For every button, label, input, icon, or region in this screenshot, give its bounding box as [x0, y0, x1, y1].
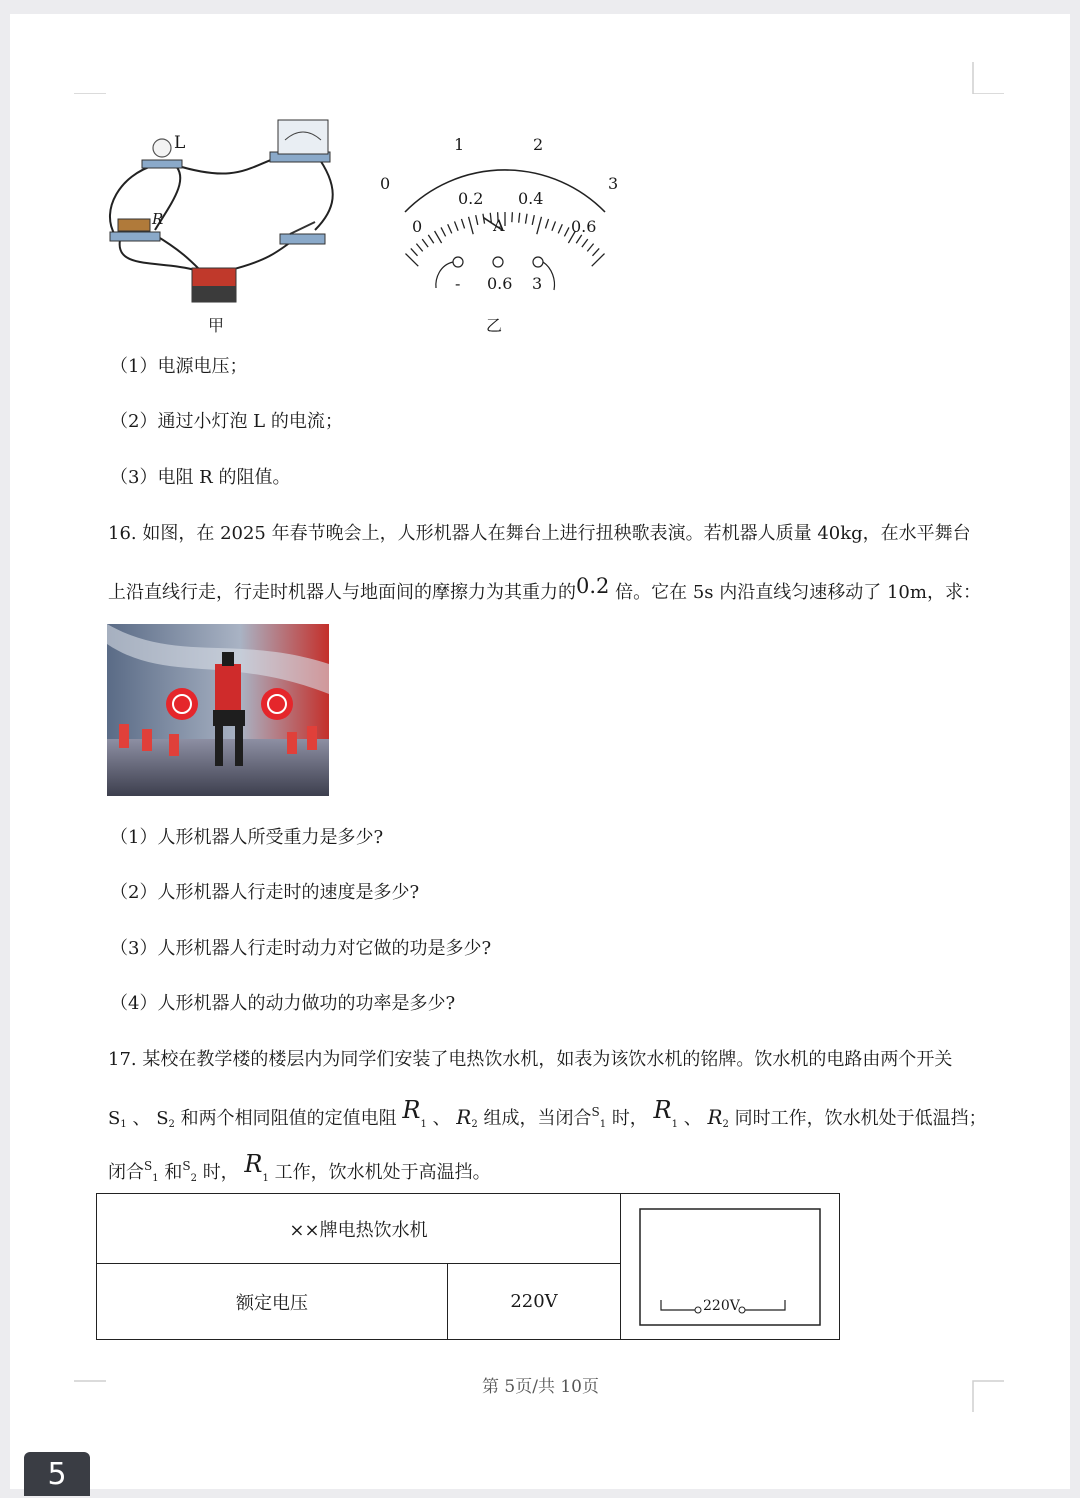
lower-scale-0-6: 0.6	[571, 217, 597, 236]
crop-mark-bottom-left	[74, 1380, 106, 1412]
terminal-label-3: 3	[532, 274, 543, 293]
dial-tick	[435, 231, 442, 243]
q16-stem-line2: 上沿直线行走，行走时机器人与地面间的摩擦力为其重力的0.2 倍。它在 5s 内沿直线匀速移动了 10m，求：	[108, 574, 981, 603]
dial-tick	[422, 239, 428, 247]
dial-tick	[454, 221, 458, 230]
page-footer: 第 5页/共 10页	[482, 1377, 599, 1397]
lower-scale-0-4: 0.4	[518, 189, 544, 208]
lamp-base	[142, 160, 182, 168]
dial-tick	[592, 248, 599, 255]
nameplate-title: ××牌电热饮水机	[97, 1194, 621, 1264]
switch-icon	[290, 222, 315, 234]
dial-tick	[519, 213, 520, 223]
circuit-cell	[621, 1194, 840, 1340]
dial-tick	[564, 227, 569, 236]
bulb-icon	[153, 139, 171, 157]
lower-scale-0: 0	[412, 217, 423, 236]
resistor-label: R	[152, 210, 164, 228]
dial-tick	[416, 244, 422, 252]
q16-item-2: （2）人形机器人行走时的速度是多少?	[110, 882, 420, 903]
q15-item-1: （1）电源电压；	[110, 356, 248, 377]
terminal-label-0-6: 0.6	[487, 274, 513, 293]
dial-tick	[441, 227, 446, 236]
upper-scale-2: 2	[533, 135, 544, 154]
dial-tick	[582, 239, 588, 247]
q16-item-4: （4）人形机器人的动力做功的功率是多少?	[110, 993, 456, 1014]
terminal-negative	[453, 257, 463, 267]
q16-item-1: （1）人形机器人所受重力是多少?	[110, 827, 384, 848]
figure-caption-yi: 乙	[486, 316, 503, 335]
crop-mark-top-left	[74, 62, 106, 94]
nameplate-table	[96, 1193, 840, 1340]
crop-mark-top-right	[972, 62, 1004, 94]
dial-tick	[532, 215, 534, 225]
dial-tick	[587, 244, 593, 252]
upper-scale-0: 0	[380, 174, 391, 193]
rated-voltage-label: 额定电压	[97, 1264, 448, 1340]
page-number-badge[interactable]: 5	[24, 1452, 90, 1496]
circuit-voltage-label: 220V	[703, 1298, 740, 1314]
terminal-label-negative: -	[455, 274, 461, 293]
dial-tick	[545, 219, 548, 229]
dial-tick	[476, 215, 478, 225]
resistor-icon	[118, 219, 150, 231]
dial-tick	[469, 217, 474, 234]
crop-mark-bottom-right	[972, 1380, 1004, 1412]
friction-ratio: 0.2	[576, 574, 610, 598]
rated-voltage-value: 220V	[448, 1264, 621, 1340]
q16-item-3: （3）人形机器人行走时动力对它做的功是多少?	[110, 938, 492, 959]
q17-stem-line2: $S_1$ 、 $S_2$ 和两个相同阻值的定值电阻 $R_1$ 、 $R_2$ 组成，当闭合$^S_1$ 时， $R_1$ 、 $R_2$ 同时工作，饮水机处于低温挡；	[108, 1096, 987, 1130]
circuit-diagram-jia	[100, 110, 350, 310]
lower-scale-0-2: 0.2	[458, 189, 484, 208]
q15-item-2: （2）通过小灯泡 L 的电流；	[110, 411, 343, 432]
figure-caption-jia: 甲	[208, 316, 225, 335]
q16-stem-line1: 16. 如图，在 2025 年春节晚会上，人形机器人在舞台上进行扭秧歌表演。若机器人质量 40kg，在水平舞台	[108, 523, 971, 544]
upper-scale-3: 3	[608, 174, 619, 193]
q15-item-3: （3）电阻 R 的阻值。	[110, 467, 291, 488]
dial-tick	[576, 235, 581, 243]
upper-scale-1: 1	[454, 135, 465, 154]
q17-stem-line3: 闭合$^S_1$ 和$^S_2$ 时， $R_1$ 工作，饮水机处于高温挡。	[108, 1150, 491, 1184]
dial-tick	[411, 248, 418, 255]
q17-stem-line1: 17. 某校在教学楼的楼层内为同学们安装了电热饮水机，如表为该饮水机的铭牌。饮水机的电路由两个开关	[108, 1049, 953, 1070]
lamp-label: L	[174, 133, 186, 153]
dial-tick	[448, 224, 452, 233]
terminal-3	[533, 257, 543, 267]
dial-tick	[558, 224, 562, 233]
dial-tick	[537, 217, 542, 234]
robot-performance-photo	[107, 624, 329, 796]
dial-tick	[490, 213, 491, 223]
unit-label: A	[493, 216, 505, 235]
dial-tick	[461, 219, 464, 229]
terminal-0-6	[493, 257, 503, 267]
dial-tick	[428, 235, 433, 243]
dial-tick	[525, 214, 527, 224]
dial-tick	[512, 212, 513, 222]
dial-tick	[552, 221, 556, 230]
ammeter-icon	[278, 120, 328, 154]
